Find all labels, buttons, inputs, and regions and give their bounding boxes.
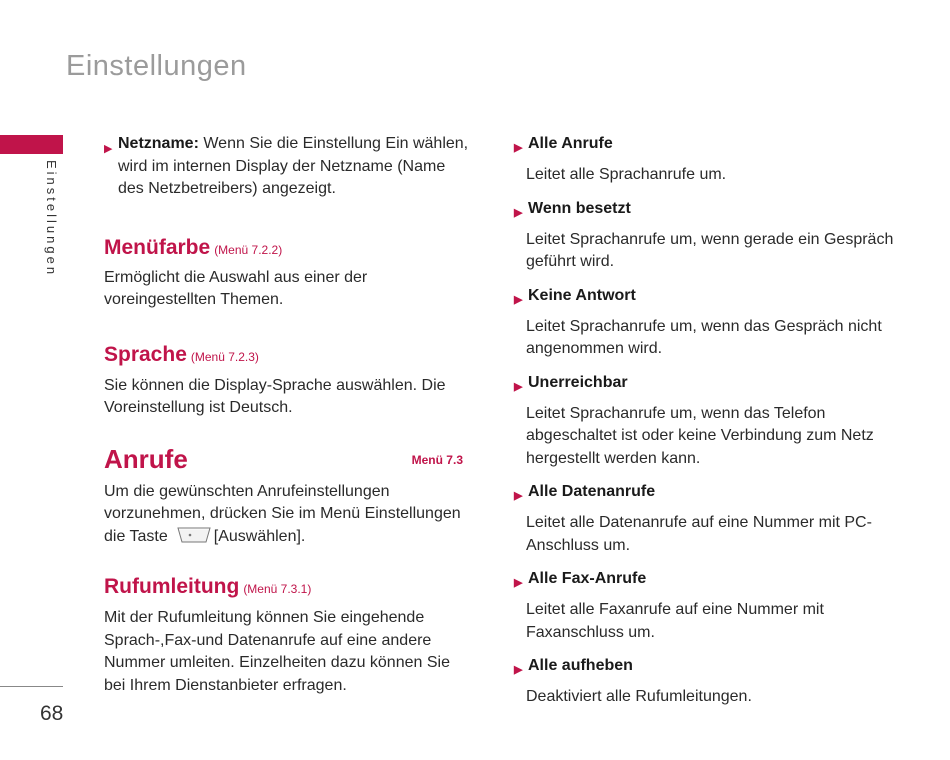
rufumleitung-text: Mit der Rufumleitung können Sie eingehende Sprach-,Fax-und Datenanrufe auf eine andere Nummer umleiten. Einzelheiten dazu können Sie bei Ihrem Dienstanbieter erfragen. bbox=[104, 609, 450, 694]
bullet-triangle-icon: ▶ bbox=[514, 490, 523, 502]
list-item bbox=[514, 133, 914, 187]
side-chapter-label: Einstellungen bbox=[44, 160, 59, 278]
list-item bbox=[514, 568, 914, 644]
anrufe-text-after: [Auswählen]. bbox=[213, 527, 306, 545]
menufarbe-heading: Menüfarbe bbox=[104, 235, 211, 259]
netzname-label: Netzname: bbox=[118, 135, 199, 152]
anrufe-heading: Anrufe bbox=[104, 443, 188, 474]
menufarbe-section bbox=[104, 235, 469, 312]
item-description: Leitet alle Sprachanrufe um. bbox=[526, 166, 727, 183]
item-heading: Keine Antwort bbox=[528, 286, 636, 304]
footer-rule bbox=[0, 686, 63, 687]
netzname-text: Wenn Sie die Einstellung Ein wählen, wird im internen Display der Netzname (Name des Netzbetreibers) angezeigt. bbox=[118, 135, 469, 197]
chapter-tab-marker bbox=[0, 135, 63, 154]
item-description: Leitet Sprachanrufe um, wenn das Gespräch nicht angenommen wird. bbox=[526, 317, 882, 357]
softkey-left-icon bbox=[176, 526, 212, 544]
item-description: Leitet Sprachanrufe um, wenn gerade ein Gespräch geführt wird. bbox=[526, 230, 894, 270]
rufumleitung-menu-ref: (Menü 7.3.1) bbox=[243, 582, 312, 596]
sprache-section bbox=[104, 342, 469, 420]
bullet-triangle-icon: ▶ bbox=[514, 293, 523, 306]
anrufe-text-before: Um die gewünschten Anrufeinstellungen vorzunehmen, drücken Sie im Menü Einstellungen die Taste bbox=[104, 482, 461, 545]
sprache-heading: Sprache bbox=[104, 342, 187, 366]
list-item bbox=[514, 372, 914, 471]
page-title: Einstellungen bbox=[66, 50, 247, 82]
right-column bbox=[514, 133, 914, 709]
item-heading: Alle Fax-Anrufe bbox=[528, 570, 647, 587]
list-item bbox=[514, 481, 914, 557]
item-heading: Alle Anrufe bbox=[528, 135, 613, 152]
bullet-triangle-icon: ▶ bbox=[514, 664, 523, 676]
sprache-menu-ref: (Menü 7.2.3) bbox=[190, 349, 259, 364]
item-heading: Wenn besetzt bbox=[528, 199, 631, 217]
anrufe-section bbox=[104, 444, 469, 549]
bullet-triangle-icon: ▶ bbox=[514, 577, 523, 589]
rufumleitung-heading: Rufumleitung bbox=[104, 575, 240, 598]
item-description: Leitet alle Datenanrufe auf eine Nummer mit PC-Anschluss um. bbox=[526, 514, 872, 554]
item-heading: Unerreichbar bbox=[528, 373, 628, 391]
menufarbe-text: Ermöglicht die Auswahl aus einer der voreingestellten Themen. bbox=[104, 268, 368, 308]
item-description: Leitet alle Faxanrufe auf eine Nummer mit Faxanschluss um. bbox=[526, 601, 824, 641]
rufumleitung-section bbox=[104, 574, 469, 697]
item-heading: Alle aufheben bbox=[528, 657, 633, 674]
left-column bbox=[104, 133, 469, 697]
list-item bbox=[514, 285, 914, 361]
menufarbe-menu-ref: (Menü 7.2.2) bbox=[214, 242, 283, 257]
bullet-triangle-icon: ▶ bbox=[104, 143, 113, 155]
sprache-text: Sie können die Display-Sprache auswählen. Die Voreinstellung ist Deutsch. bbox=[104, 376, 446, 416]
anrufe-text bbox=[104, 481, 469, 549]
bullet-triangle-icon: ▶ bbox=[514, 206, 523, 219]
anrufe-menu-code: Menü 7.3 bbox=[411, 452, 463, 467]
list-item bbox=[514, 198, 914, 274]
item-heading: Alle Datenanrufe bbox=[528, 483, 656, 500]
item-description: Deaktiviert alle Rufumleitungen. bbox=[526, 688, 752, 705]
page-number: 68 bbox=[40, 702, 64, 725]
netzname-paragraph bbox=[104, 133, 469, 201]
bullet-triangle-icon: ▶ bbox=[514, 380, 523, 393]
item-description: Leitet Sprachanrufe um, wenn das Telefon abgeschaltet ist oder keine Verbindung zum Netz hergestellt werden kann. bbox=[526, 404, 874, 467]
list-item bbox=[514, 655, 914, 709]
bullet-triangle-icon: ▶ bbox=[514, 142, 523, 154]
